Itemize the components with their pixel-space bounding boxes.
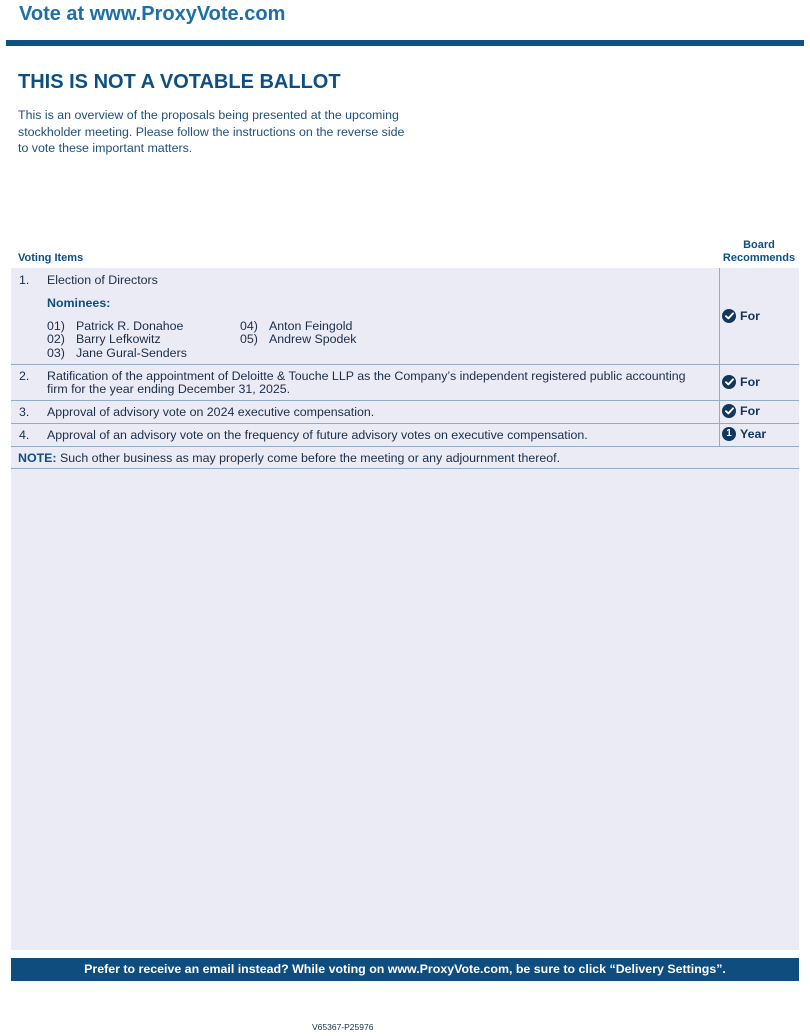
intro-text: This is an overview of the proposals being presented at the upcoming stockholder meeting. Please follow the instructions on the reverse side to vote these important matters. (18, 108, 405, 155)
check-circle-icon (722, 309, 736, 323)
nominee: 05) Andrew Spodek (240, 332, 357, 346)
check-circle-icon (722, 375, 736, 389)
header-divider (6, 40, 804, 46)
column-divider (719, 268, 720, 446)
board-recommends-header: Board Recommends (722, 239, 796, 264)
row-divider (11, 468, 799, 469)
recommendation-for: For (722, 404, 760, 418)
check-circle-icon (722, 404, 736, 418)
item-text-ratification-line2: firm for the year ending December 31, 2025. (47, 382, 291, 396)
document-code: V65367-P25976 (312, 1022, 374, 1032)
recommendation-for: For (722, 309, 760, 323)
note-label: NOTE: (18, 451, 57, 465)
number-one-circle-icon: 1 (722, 427, 736, 441)
recommendation-one-year: 1 Year (722, 427, 766, 441)
nominee: 02) Barry Lefkowitz (47, 332, 161, 346)
item-text-election: Election of Directors (47, 273, 158, 287)
nominee: 03) Jane Gural-Senders (47, 346, 187, 360)
item-number: 2. (19, 369, 30, 383)
item-number: 3. (19, 405, 30, 419)
note-text: Such other business as may properly come before the meeting or any adjournment thereof. (60, 451, 561, 465)
item-text-ratification-line1: Ratification of the appointment of Deloitte & Touche LLP as the Company’s independent registered public accounting (47, 369, 686, 383)
nominee: 01) Patrick R. Donahoe (47, 319, 184, 333)
nominee: 04) Anton Feingold (240, 319, 353, 333)
voting-items-header: Voting Items (18, 252, 84, 264)
ballot-heading: THIS IS NOT A VOTABLE BALLOT (18, 71, 341, 93)
item-text-compensation: Approval of advisory vote on 2024 executive compensation. (47, 405, 375, 419)
row-divider (11, 423, 799, 424)
item-text-frequency: Approval of an advisory vote on the frequency of future advisory votes on executive compensation. (47, 428, 588, 442)
nominees-label: Nominees: (47, 296, 111, 310)
note-row (18, 452, 560, 465)
email-delivery-banner: Prefer to receive an email instead? While voting on www.ProxyVote.com, be sure to click “Delivery Settings”. (11, 958, 799, 981)
header-title: Vote at www.ProxyVote.com (19, 3, 286, 25)
recommendation-for: For (722, 375, 760, 389)
row-divider (11, 446, 799, 447)
item-number: 1. (19, 273, 30, 287)
row-divider (11, 364, 799, 365)
row-divider (11, 400, 799, 401)
item-number: 4. (19, 428, 30, 442)
